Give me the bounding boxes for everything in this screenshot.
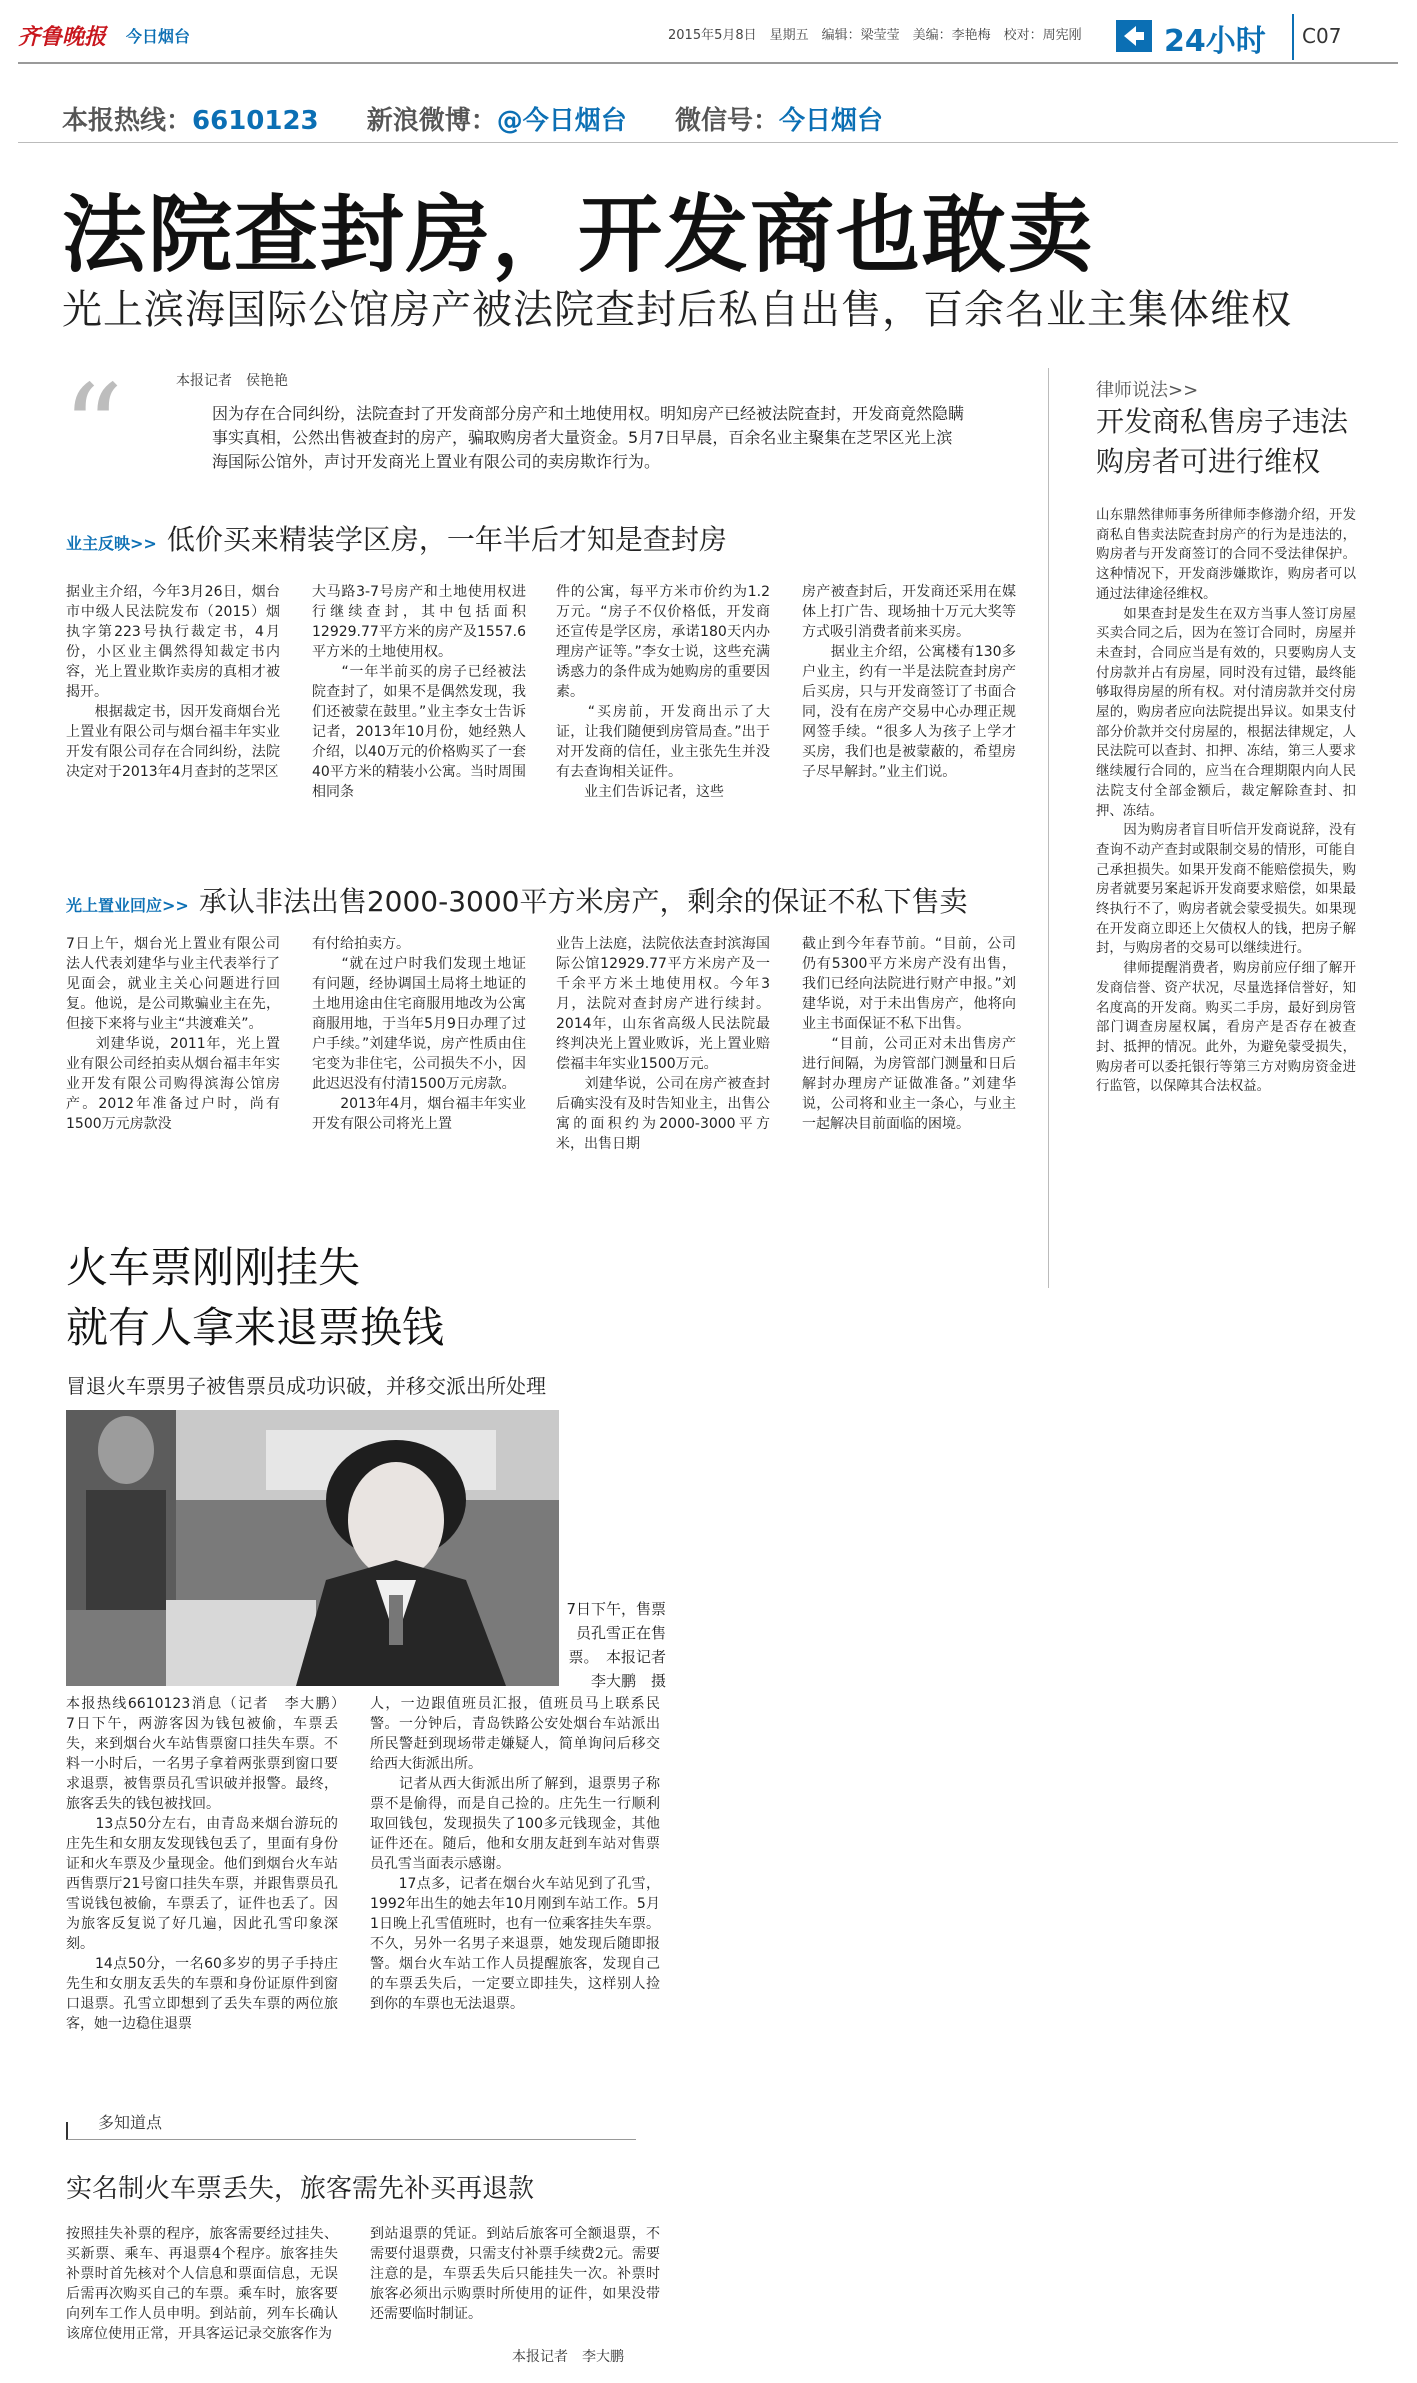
ticket-clerk-photo bbox=[66, 1410, 559, 1686]
section2-col-3: 业告上法庭，法院依法查封滨海国际公馆12929.77平方米房产及一千余平方米土地使用权。今年3月，法院对查封房产进行续封。2014年，山东省高级人民法院最终判决光上置业败诉，光上置业赔偿福丰年实业1500万元。 刘建华说，公司在房产被查封后确实没有及时告知业主，出售公寓的面积约为2000-3000平方米，出售日期 bbox=[556, 936, 770, 1152]
story1-headline: 法院查封房，开发商也敢卖 bbox=[62, 186, 1095, 284]
lawyer-body: 山东鼎然律师事务所律师李修渤介绍，开发商私自售卖法院查封房产的行为是违法的，购房者与开发商签订的合同不受法律保护。这种情况下，开发商涉嫌欺诈，购房者可以通过法律途径维权。 如果查封是发生在双方当事人签订房屋买卖合同之后，因为在签订合同时，房屋并未查封，合同应当是有效的，只要购房人支付房款并占有房屋，同时没有过错，最终能够取得房屋的所有权。对付清房款并交付房屋的，购房者应向法院提出异议。如果支付部分价款并交付房屋的，根据法律规定，人民法院可以查封、扣押、冻结，第三人要求继续履行合同的，应当在合理期限内向人民法院支付全部金额后，裁定解除查封、扣押、冻结。 因为购房者盲目听信开发商说辞，没有查询不动产查封或限制交易的情形，可能自己承担损失。如果开发商不能赔偿损失，购房者就要另案起诉开发商要求赔偿，如果最终执行不了，购房者就会蒙受损失。如果现在开发商立即还上欠债权人的钱，把房子解封，与购房者的交易可以继续进行。 律师提醒消费者，购房前应仔细了解开发商信誉、资产状况，尽量选择信誉好，知名度高的开发商。购买二手房，最好到房管部门调查房屋权属，看房产是否存在被查封、抵押的情况。此外，为避免蒙受损失，购房者可以委托银行等第三方对购房资金进行监管，以保障其合法权益。 bbox=[1096, 508, 1356, 1095]
weibo-value: @今日烟台 bbox=[496, 106, 627, 136]
hotline-value: 6610123 bbox=[192, 106, 319, 136]
hotline-label: 本报热线： bbox=[62, 106, 193, 136]
knowledge-byline: 本报记者 李大鹏 bbox=[512, 2349, 624, 2365]
knowledge-col-2: 到站退票的凭证。到站后旅客可全额退票，不需要付退票费，只需支付补票手续费2元。需要注意的是，车票丢失后只能挂失一次。补票时旅客必须出示购票时所使用的证件，如果没带还需要临时制证。 bbox=[370, 2226, 660, 2322]
story2-col-1: 本报热线6610123消息（记者 李大鹏） 7日下午，两游客因为钱包被偷，车票丢失，来到烟台火车站售票窗口挂失车票。不料一小时后，一名男子拿着两张票到窗口要求退票，被售票员孔雪识破并报警。最终，旅客丢失的钱包被找回。 13点50分左右，由青岛来烟台游玩的庄先生和女朋友发现钱包丢了，里面有身份证和火车票及少量现金。他们到烟台火车站西售票厅21号窗口挂失车票，并跟售票员孔雪说钱包被偷，车票丢了，证件也丢了。因为旅客反复说了好几遍，因此孔雪印象深刻。 14点50分，一名60多岁的男子手持庄先生和女朋友丢失的车票和身份证原件到窗口退票。孔雪立即想到了丢失车票的两位旅客，她一边稳住退票 bbox=[66, 1696, 338, 2032]
knowledge-box bbox=[66, 2113, 636, 2140]
section1-col-4: 房产被查封后，开发商还采用在媒体上打广告、现场抽十万元大奖等方式吸引消费者前来买房。 据业主介绍，公寓楼有130多户业主，约有一半是法院查封房产后买房，只与开发商签订了书面合同，没有在房产交易中心办理正规网签手续。“很多人为孩子上学才买房，我们也是被蒙蔽的，希望房子尽早解封。”业主们说。 bbox=[802, 584, 1016, 780]
section1-col-1: 据业主介绍，今年3月26日，烟台市中级人民法院发布（2015）烟执字第223号执行裁定书，4月份，小区业主偶然得知裁定书内容，光上置业欺诈卖房的真相才被揭开。 根据裁定书，因开发商烟台光上置业有限公司与烟台福丰年实业开发有限公司存在合同纠纷，法院决定对于2013年4月查封的芝罘区 bbox=[66, 584, 280, 780]
section1-tag: 业主反映>> bbox=[66, 534, 157, 553]
story2-col-2: 人，一边跟值班员汇报，值班员马上联系民警。一分钟后，青岛铁路公安处烟台车站派出所民警赶到现场带走嫌疑人，简单询问后移交给西大街派出所。 记者从西大街派出所了解到，退票男子称票不是偷得，而是自己捡的。庄先生一行顺利取回钱包，发现损失了100多元钱现金，其他证件还在。随后，他和女朋友赶到车站对售票员孔雪当面表示感谢。 17点多，记者在烟台火车站见到了孔雪，1992年出生的她去年10月刚到车站工作。5月1日晚上孔雪值班时，也有一位乘客挂失车票。不久，另外一名男子来退票，她发现后随即报警。烟台火车站工作人员提醒旅客，发现自己的车票丢失后，一定要立即挂失，这样别人捡到你的车票也无法退票。 bbox=[370, 1696, 660, 2012]
header-divider bbox=[1292, 14, 1294, 60]
story1-byline: 本报记者 侯艳艳 bbox=[176, 373, 288, 389]
story2-headline-line2: 就有人拿来退票换钱 bbox=[66, 1303, 445, 1352]
story2-subheadline: 冒退火车票男子被售票员成功识破，并移交派出所处理 bbox=[66, 1374, 546, 1398]
lawyer-tag: 律师说法>> bbox=[1096, 380, 1199, 401]
weibo-label: 新浪微博： bbox=[366, 106, 497, 136]
section1-col-2: 大马路3-7号房产和土地使用权进行继续查封，其中包括面积12929.77平方米的房产及1557.6平方米的土地使用权。 “一年半前买的房子已经被法院查封了，如果不是偶然发现，我们还被蒙在鼓里。”业主李女士告诉记者，2013年10月份，她经熟人介绍，以40万元的价格购买了一套40平方米的精装小公寓。当时周围相同条 bbox=[312, 584, 526, 800]
section2-col-2: 有付给拍卖方。 “就在过户时我们发现土地证有问题，经协调国土局将土地证的土地用途由住宅商服用地改为公寓商服用地，于当年5月9日办理了过户手续。”刘建华说，房产性质由住宅变为非住宅，公司损失不小，因此迟迟没有付清1500万元房款。 2013年4月，烟台福丰年实业开发有限公司将光上置 bbox=[312, 936, 526, 1132]
clock-arrow-icon bbox=[1116, 20, 1152, 52]
section2-tag: 光上置业回应>> bbox=[66, 896, 189, 915]
knowledge-title: 实名制火车票丢失，旅客需先补买再退款 bbox=[66, 2174, 535, 2204]
section1-title: 低价买来精装学区房，一年半后才知是查封房 bbox=[166, 523, 727, 556]
story2-headline-line1: 火车票刚刚挂失 bbox=[66, 1243, 361, 1292]
newspaper-logo: 齐鲁晚报 bbox=[18, 24, 107, 50]
header-rule bbox=[18, 62, 1398, 64]
story1-section1-heading bbox=[66, 518, 966, 558]
wechat-label: 微信号： bbox=[674, 106, 779, 136]
badge-label: 24小时 bbox=[1164, 24, 1266, 59]
section2-col-4: 截止到今年春节前。“目前，公司仍有5300平方米房产没有出售，我们已经向法院进行财产申报。”刘建华说，对于未出售房产，他将向业主书面保证不私下出售。 “目前，公司正对未出售房产进行间隔，为房管部门测量和日后解封办理房产证做准备。”刘建华说，公司将和业主一条心，与业主一起解决目前面临的困境。 bbox=[802, 936, 1016, 1132]
story1-section2-heading bbox=[66, 880, 1066, 920]
story2-headline bbox=[66, 1238, 444, 1358]
section-name: 今日烟台 bbox=[126, 27, 191, 46]
column-divider bbox=[1048, 368, 1049, 1288]
story1-lead: 因为存在合同纠纷，法院查封了开发商部分房产和土地使用权。明知房产已经被法院查封，开发商竟然隐瞒事实真相，公然出售被查封的房产，骗取购房者大量资金。5月7日早晨，百余名业主聚集在芝罘区光上滨海国际公馆外，声讨开发商光上置业有限公司的卖房欺诈行为。 bbox=[212, 404, 965, 471]
contact-rule bbox=[18, 142, 1398, 143]
section2-title: 承认非法出售2000-3000平方米房产，剩余的保证不私下售卖 bbox=[198, 885, 968, 918]
section2-col-1: 7日上午，烟台光上置业有限公司法人代表刘建华与业主代表举行了见面会，就业主关心问题进行回复。他说，是公司欺骗业主在先，但接下来将与业主“共渡难关”。 刘建华说，2011年，光上置业有限公司经拍卖从烟台福丰年实业开发有限公司购得滨海公馆房产。2012年准备过户时，尚有1500万元房款没 bbox=[66, 936, 280, 1132]
quote-mark-icon: “ bbox=[62, 360, 124, 499]
issue-meta: 2015年5月8日 星期五 编辑：梁莹莹 美编：李艳梅 校对：周宪刚 bbox=[668, 28, 1082, 43]
story1-subheadline: 光上滨海国际公馆房产被法院查封后私自出售，百余名业主集体维权 bbox=[62, 287, 1292, 333]
photo-caption: 7日下午，售票员孔雪正在售票。 本报记者 李大鹏 摄 bbox=[566, 1600, 682, 1690]
section1-col-3: 件的公寓，每平方米市价约为1.2万元。“房子不仅价格低，开发商还宣传是学区房，承诺180天内办理房产证等。”李女士说，这些充满诱惑力的条件成为她购房的重要因素。 “买房前，开发商出示了大证，让我们随便到房管局查。”出于对开发商的信任，业主张先生并没有去查询相关证件。 业主们告诉记者，这些 bbox=[556, 584, 770, 800]
contact-strip bbox=[62, 100, 883, 137]
page-number: C07 bbox=[1302, 24, 1342, 48]
knowledge-label: 多知道点 bbox=[92, 2110, 168, 2133]
lawyer-title: 开发商私售房子违法购房者可进行维权 bbox=[1096, 405, 1349, 478]
masthead bbox=[18, 14, 1398, 62]
knowledge-col-1: 按照挂失补票的程序，旅客需要经过挂失、买新票、乘车、再退票4个程序。旅客挂失补票时首先核对个人信息和票面信息，无误后需再次购买自己的车票。乘车时，旅客要向列车工作人员申明。到站前，列车长确认该席位使用正常，开具客运记录交旅客作为 bbox=[66, 2226, 338, 2342]
wechat-value: 今日烟台 bbox=[778, 106, 883, 136]
